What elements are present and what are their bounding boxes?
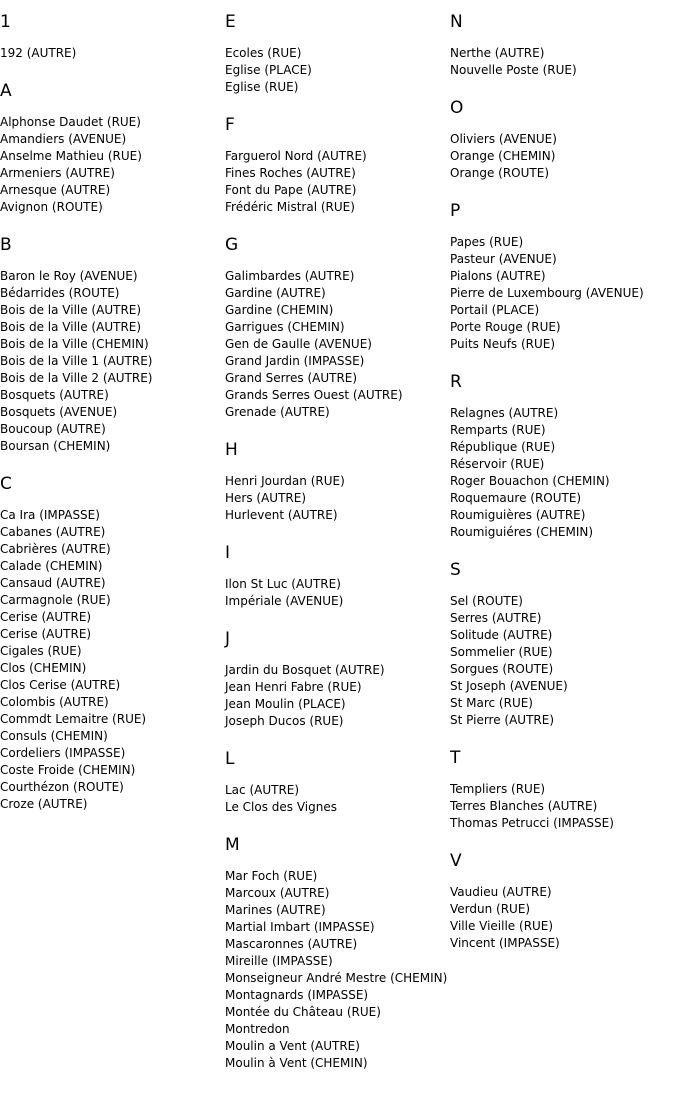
street-list (225, 576, 450, 610)
street-item (0, 728, 225, 745)
street-link[interactable]: Amandiers (AVENUE) (0, 132, 127, 146)
street-link[interactable]: République (RUE) (450, 440, 556, 454)
street-item (0, 302, 225, 319)
street-item (450, 148, 675, 165)
street-link[interactable]: Serres (AUTRE) (450, 611, 542, 625)
street-list (450, 593, 675, 729)
street-item (0, 421, 225, 438)
street-item (225, 507, 450, 524)
street-link[interactable]: Roquemaure (ROUTE) (450, 491, 582, 505)
street-link[interactable]: Consuls (CHEMIN) (0, 729, 108, 743)
street-link[interactable]: Cerise (AUTRE) (0, 610, 92, 624)
letter-heading: L (225, 749, 235, 769)
street-link[interactable]: Cabanes (AUTRE) (0, 525, 106, 539)
street-item (450, 439, 675, 456)
street-link[interactable]: Grands Serres Ouest (AUTRE) (225, 388, 403, 402)
street-item (450, 507, 675, 524)
street-link[interactable]: Jean Moulin (PLACE) (225, 697, 346, 711)
street-item (450, 302, 675, 319)
street-link[interactable]: Joseph Ducos (RUE) (225, 714, 344, 728)
street-item (225, 285, 450, 302)
street-item (0, 592, 225, 609)
letter-heading: N (450, 12, 463, 32)
street-item (450, 285, 675, 302)
letter-heading: I (225, 543, 231, 563)
street-item (450, 798, 675, 815)
letter-heading: O (450, 98, 464, 118)
letter-section (225, 543, 450, 610)
street-item (225, 302, 450, 319)
street-list (450, 781, 675, 832)
street-link[interactable]: St Pierre (AUTRE) (450, 713, 555, 727)
street-link[interactable]: Frédéric Mistral (RUE) (225, 200, 355, 214)
street-link[interactable]: Portail (PLACE) (450, 303, 540, 317)
street-list (225, 473, 450, 524)
street-item (450, 644, 675, 661)
street-item (225, 919, 450, 936)
letter-section (450, 372, 675, 541)
street-item (450, 473, 675, 490)
street-item (225, 576, 450, 593)
street-item (450, 661, 675, 678)
street-link[interactable]: Pasteur (AVENUE) (450, 252, 557, 266)
street-item (225, 165, 450, 182)
street-link[interactable]: Gen de Gaulle (AVENUE) (225, 337, 372, 351)
street-item (225, 1021, 450, 1038)
street-item (0, 694, 225, 711)
street-link[interactable]: Gardine (AUTRE) (225, 286, 326, 300)
street-link[interactable]: Boucoup (AUTRE) (0, 422, 106, 436)
street-item (0, 779, 225, 796)
street-link[interactable]: Eglise (RUE) (225, 80, 299, 94)
street-index-column-3 (450, 12, 675, 971)
letter-section (0, 12, 225, 62)
street-link[interactable]: 192 (AUTRE) (0, 46, 77, 60)
street-link[interactable]: Montredon (225, 1022, 290, 1036)
street-link[interactable]: Eglise (PLACE) (225, 63, 312, 77)
street-item (450, 131, 675, 148)
street-link[interactable]: Pialons (AUTRE) (450, 269, 546, 283)
street-link[interactable]: Bosquets (AUTRE) (0, 388, 109, 402)
letter-heading: M (225, 835, 240, 855)
street-list (450, 884, 675, 952)
street-item (0, 626, 225, 643)
street-item (0, 711, 225, 728)
street-list (0, 45, 225, 62)
street-item (225, 970, 450, 987)
street-item (225, 387, 450, 404)
street-item (0, 438, 225, 455)
street-link[interactable]: Bédarrides (ROUTE) (0, 286, 120, 300)
street-link[interactable]: Mireille (IMPASSE) (225, 954, 333, 968)
street-link[interactable]: Cabrières (AUTRE) (0, 542, 111, 556)
street-link[interactable]: Galimbardes (AUTRE) (225, 269, 355, 283)
street-list (0, 268, 225, 455)
street-item (225, 79, 450, 96)
street-item (225, 868, 450, 885)
street-link[interactable]: Remparts (RUE) (450, 423, 546, 437)
letter-section (450, 748, 675, 832)
street-item (0, 677, 225, 694)
street-link[interactable]: Clos Cerise (AUTRE) (0, 678, 121, 692)
street-link[interactable]: Mascaronnes (AUTRE) (225, 937, 358, 951)
street-item (225, 148, 450, 165)
street-item (450, 524, 675, 541)
street-list (225, 868, 450, 1072)
street-link[interactable]: Pierre de Luxembourg (AVENUE) (450, 286, 644, 300)
street-item (225, 490, 450, 507)
street-list (450, 405, 675, 541)
letter-section (225, 12, 450, 96)
street-link[interactable]: Croze (AUTRE) (0, 797, 88, 811)
street-link[interactable]: Jean Henri Fabre (RUE) (225, 680, 362, 694)
street-link[interactable]: St Marc (RUE) (450, 696, 533, 710)
street-item (0, 268, 225, 285)
street-item (225, 782, 450, 799)
letter-section (450, 560, 675, 729)
street-link[interactable]: Roumiguières (AUTRE) (450, 508, 586, 522)
street-link[interactable]: Oliviers (AVENUE) (450, 132, 557, 146)
street-link[interactable]: Marines (AUTRE) (225, 903, 326, 917)
street-link[interactable]: Bois de la Ville (AUTRE) (0, 320, 142, 334)
street-link[interactable]: Grand Jardin (IMPASSE) (225, 354, 365, 368)
street-item (225, 353, 450, 370)
street-link[interactable]: Thomas Petrucci (IMPASSE) (450, 816, 614, 830)
street-link[interactable]: Henri Jourdan (RUE) (225, 474, 345, 488)
street-item (0, 199, 225, 216)
street-item (450, 251, 675, 268)
street-link[interactable]: Calade (CHEMIN) (0, 559, 103, 573)
street-item (450, 405, 675, 422)
street-item (450, 610, 675, 627)
street-link[interactable]: Jardin du Bosquet (AUTRE) (225, 663, 385, 677)
street-item (0, 387, 225, 404)
street-list (0, 507, 225, 813)
street-link[interactable]: Martial Imbart (IMPASSE) (225, 920, 375, 934)
street-item (450, 627, 675, 644)
street-link[interactable]: Garrigues (CHEMIN) (225, 320, 345, 334)
street-link[interactable]: Roumiguiéres (CHEMIN) (450, 525, 594, 539)
letter-section (0, 474, 225, 813)
street-item (225, 662, 450, 679)
street-link[interactable]: Verdun (RUE) (450, 902, 531, 916)
street-link[interactable]: Boursan (CHEMIN) (0, 439, 111, 453)
letter-heading: A (0, 81, 12, 101)
letter-heading: P (450, 201, 461, 221)
street-link[interactable]: Alphonse Daudet (RUE) (0, 115, 141, 129)
street-list (225, 782, 450, 816)
street-item (450, 422, 675, 439)
letter-section (225, 440, 450, 524)
street-item (450, 815, 675, 832)
street-item (225, 319, 450, 336)
street-item (0, 660, 225, 677)
street-item (0, 336, 225, 353)
street-link[interactable]: Mar Foch (RUE) (225, 869, 318, 883)
letter-heading: F (225, 115, 235, 135)
letter-section (225, 629, 450, 730)
street-item (0, 131, 225, 148)
street-item (450, 695, 675, 712)
street-item (225, 679, 450, 696)
street-item (450, 62, 675, 79)
street-item (450, 918, 675, 935)
street-link[interactable]: Gardine (CHEMIN) (225, 303, 334, 317)
street-link[interactable]: Ville Vieille (RUE) (450, 919, 554, 933)
street-list (225, 45, 450, 96)
street-item (0, 745, 225, 762)
street-item (225, 799, 450, 816)
street-link[interactable]: Moulin a Vent (AUTRE) (225, 1039, 360, 1053)
letter-heading: S (450, 560, 461, 580)
street-link[interactable]: Nouvelle Poste (RUE) (450, 63, 577, 77)
street-item (0, 182, 225, 199)
street-link[interactable]: Le Clos des Vignes (225, 800, 337, 814)
street-link[interactable]: Ca Ira (IMPASSE) (0, 508, 100, 522)
street-list (450, 234, 675, 353)
street-link[interactable]: Lac (AUTRE) (225, 783, 300, 797)
street-link[interactable]: Grand Serres (AUTRE) (225, 371, 358, 385)
street-item (225, 902, 450, 919)
street-link[interactable]: Baron le Roy (AVENUE) (0, 269, 138, 283)
letter-heading: C (0, 474, 12, 494)
letter-heading: G (225, 235, 239, 255)
street-link[interactable]: Orange (ROUTE) (450, 166, 549, 180)
street-item (225, 885, 450, 902)
street-link[interactable]: Ilon St Luc (AUTRE) (225, 577, 341, 591)
street-link[interactable]: Ecoles (RUE) (225, 46, 302, 60)
street-link[interactable]: Bois de la Ville 2 (AUTRE) (0, 371, 153, 385)
street-item (225, 696, 450, 713)
street-link[interactable]: Carmagnole (RUE) (0, 593, 111, 607)
street-item (450, 593, 675, 610)
street-link[interactable]: Cigales (RUE) (0, 644, 82, 658)
street-link[interactable]: Montée du Château (RUE) (225, 1005, 381, 1019)
letter-section (225, 115, 450, 216)
street-link[interactable]: Vincent (IMPASSE) (450, 936, 560, 950)
street-link[interactable]: Fines Roches (AUTRE) (225, 166, 356, 180)
letter-heading: 1 (0, 12, 11, 32)
street-item (450, 490, 675, 507)
street-item (0, 114, 225, 131)
street-item (0, 353, 225, 370)
street-item (0, 370, 225, 387)
street-list (225, 148, 450, 216)
street-item (225, 404, 450, 421)
street-list (0, 114, 225, 216)
street-item (0, 524, 225, 541)
street-item (450, 268, 675, 285)
street-link[interactable]: Bois de la Ville 1 (AUTRE) (0, 354, 153, 368)
street-link[interactable]: Sommelier (RUE) (450, 645, 553, 659)
street-link[interactable]: Puits Neufs (RUE) (450, 337, 556, 351)
letter-heading: B (0, 235, 12, 255)
street-item (225, 199, 450, 216)
street-link[interactable]: Montagnards (IMPASSE) (225, 988, 369, 1002)
street-item (0, 762, 225, 779)
street-item (0, 541, 225, 558)
street-list (225, 662, 450, 730)
street-link[interactable]: Bois de la Ville (CHEMIN) (0, 337, 149, 351)
street-link[interactable]: Sorgues (ROUTE) (450, 662, 554, 676)
street-item (0, 575, 225, 592)
street-item (225, 936, 450, 953)
street-link[interactable]: Hers (AUTRE) (225, 491, 307, 505)
letter-section (225, 835, 450, 1072)
street-link[interactable]: Moulin à Vent (CHEMIN) (225, 1056, 368, 1070)
street-item (450, 935, 675, 952)
street-item (450, 712, 675, 729)
street-link[interactable]: Font du Pape (AUTRE) (225, 183, 357, 197)
street-link[interactable]: Avignon (ROUTE) (0, 200, 103, 214)
street-link[interactable]: Roger Bouachon (CHEMIN) (450, 474, 610, 488)
street-item (225, 473, 450, 490)
letter-heading: R (450, 372, 462, 392)
street-link[interactable]: Cansaud (AUTRE) (0, 576, 106, 590)
street-item (450, 319, 675, 336)
street-item (0, 643, 225, 660)
street-item (0, 148, 225, 165)
street-item (225, 953, 450, 970)
street-link[interactable]: Coste Froide (CHEMIN) (0, 763, 136, 777)
street-link[interactable]: Clos (CHEMIN) (0, 661, 87, 675)
street-link[interactable]: Colombis (AUTRE) (0, 695, 109, 709)
street-link[interactable]: Marcoux (AUTRE) (225, 886, 330, 900)
street-item (0, 285, 225, 302)
street-item (0, 609, 225, 626)
street-item (450, 781, 675, 798)
street-item (450, 678, 675, 695)
street-item (225, 1038, 450, 1055)
street-index-column-1 (0, 12, 225, 832)
street-link[interactable]: Bois de la Ville (AUTRE) (0, 303, 142, 317)
street-item (0, 796, 225, 813)
letter-heading: H (225, 440, 238, 460)
street-link[interactable]: Solitude (AUTRE) (450, 628, 553, 642)
letter-heading: E (225, 12, 236, 32)
street-item (225, 1004, 450, 1021)
street-link[interactable]: Arnesque (AUTRE) (0, 183, 111, 197)
street-link[interactable]: Grenade (AUTRE) (225, 405, 330, 419)
street-item (450, 336, 675, 353)
street-item (225, 713, 450, 730)
street-item (0, 45, 225, 62)
letter-section (0, 235, 225, 455)
street-item (450, 884, 675, 901)
letter-section (450, 12, 675, 79)
street-link[interactable]: Templiers (RUE) (450, 782, 546, 796)
letter-section (450, 98, 675, 182)
street-item (225, 268, 450, 285)
letter-section (225, 749, 450, 816)
street-link[interactable]: Hurlevent (AUTRE) (225, 508, 338, 522)
street-link[interactable]: Vaudieu (AUTRE) (450, 885, 552, 899)
street-link[interactable]: Commdt Lemaitre (RUE) (0, 712, 147, 726)
street-link[interactable]: Papes (RUE) (450, 235, 524, 249)
street-link[interactable]: Nerthe (AUTRE) (450, 46, 545, 60)
street-link[interactable]: Impériale (AVENUE) (225, 594, 344, 608)
street-item (0, 558, 225, 575)
street-item (225, 45, 450, 62)
street-link[interactable]: Cerise (AUTRE) (0, 627, 92, 641)
street-link[interactable]: Cordeliers (IMPASSE) (0, 746, 126, 760)
street-item (0, 404, 225, 421)
street-item (450, 45, 675, 62)
street-item (450, 456, 675, 473)
street-item (0, 319, 225, 336)
street-link[interactable]: Anselme Mathieu (RUE) (0, 149, 142, 163)
street-item (450, 901, 675, 918)
letter-heading: J (225, 629, 231, 649)
street-link[interactable]: Orange (CHEMIN) (450, 149, 556, 163)
street-item (225, 62, 450, 79)
street-list (450, 45, 675, 79)
street-link[interactable]: Armeniers (AUTRE) (0, 166, 115, 180)
street-item (0, 507, 225, 524)
street-list (450, 131, 675, 182)
letter-section (0, 81, 225, 216)
letter-heading: T (450, 748, 461, 768)
street-item (225, 370, 450, 387)
street-link[interactable]: Monseigneur André Mestre (CHEMIN) (225, 971, 448, 985)
street-item (225, 182, 450, 199)
street-item (225, 987, 450, 1004)
letter-section (225, 235, 450, 421)
street-link[interactable]: Réservoir (RUE) (450, 457, 545, 471)
street-link[interactable]: Porte Rouge (RUE) (450, 320, 561, 334)
street-link[interactable]: Relagnes (AUTRE) (450, 406, 559, 420)
letter-section (450, 851, 675, 952)
street-link[interactable]: Courthézon (ROUTE) (0, 780, 124, 794)
street-link[interactable]: Terres Blanches (AUTRE) (450, 799, 598, 813)
street-link[interactable]: Bosquets (AVENUE) (0, 405, 118, 419)
street-item (225, 593, 450, 610)
street-index-column-2 (225, 12, 450, 1091)
street-link[interactable]: St Joseph (AVENUE) (450, 679, 568, 693)
letter-heading: V (450, 851, 462, 871)
street-item (225, 1055, 450, 1072)
street-link[interactable]: Farguerol Nord (AUTRE) (225, 149, 367, 163)
street-item (450, 165, 675, 182)
street-list (225, 268, 450, 421)
street-item (0, 165, 225, 182)
street-item (450, 234, 675, 251)
street-link[interactable]: Sel (ROUTE) (450, 594, 523, 608)
street-item (225, 336, 450, 353)
letter-section (450, 201, 675, 353)
